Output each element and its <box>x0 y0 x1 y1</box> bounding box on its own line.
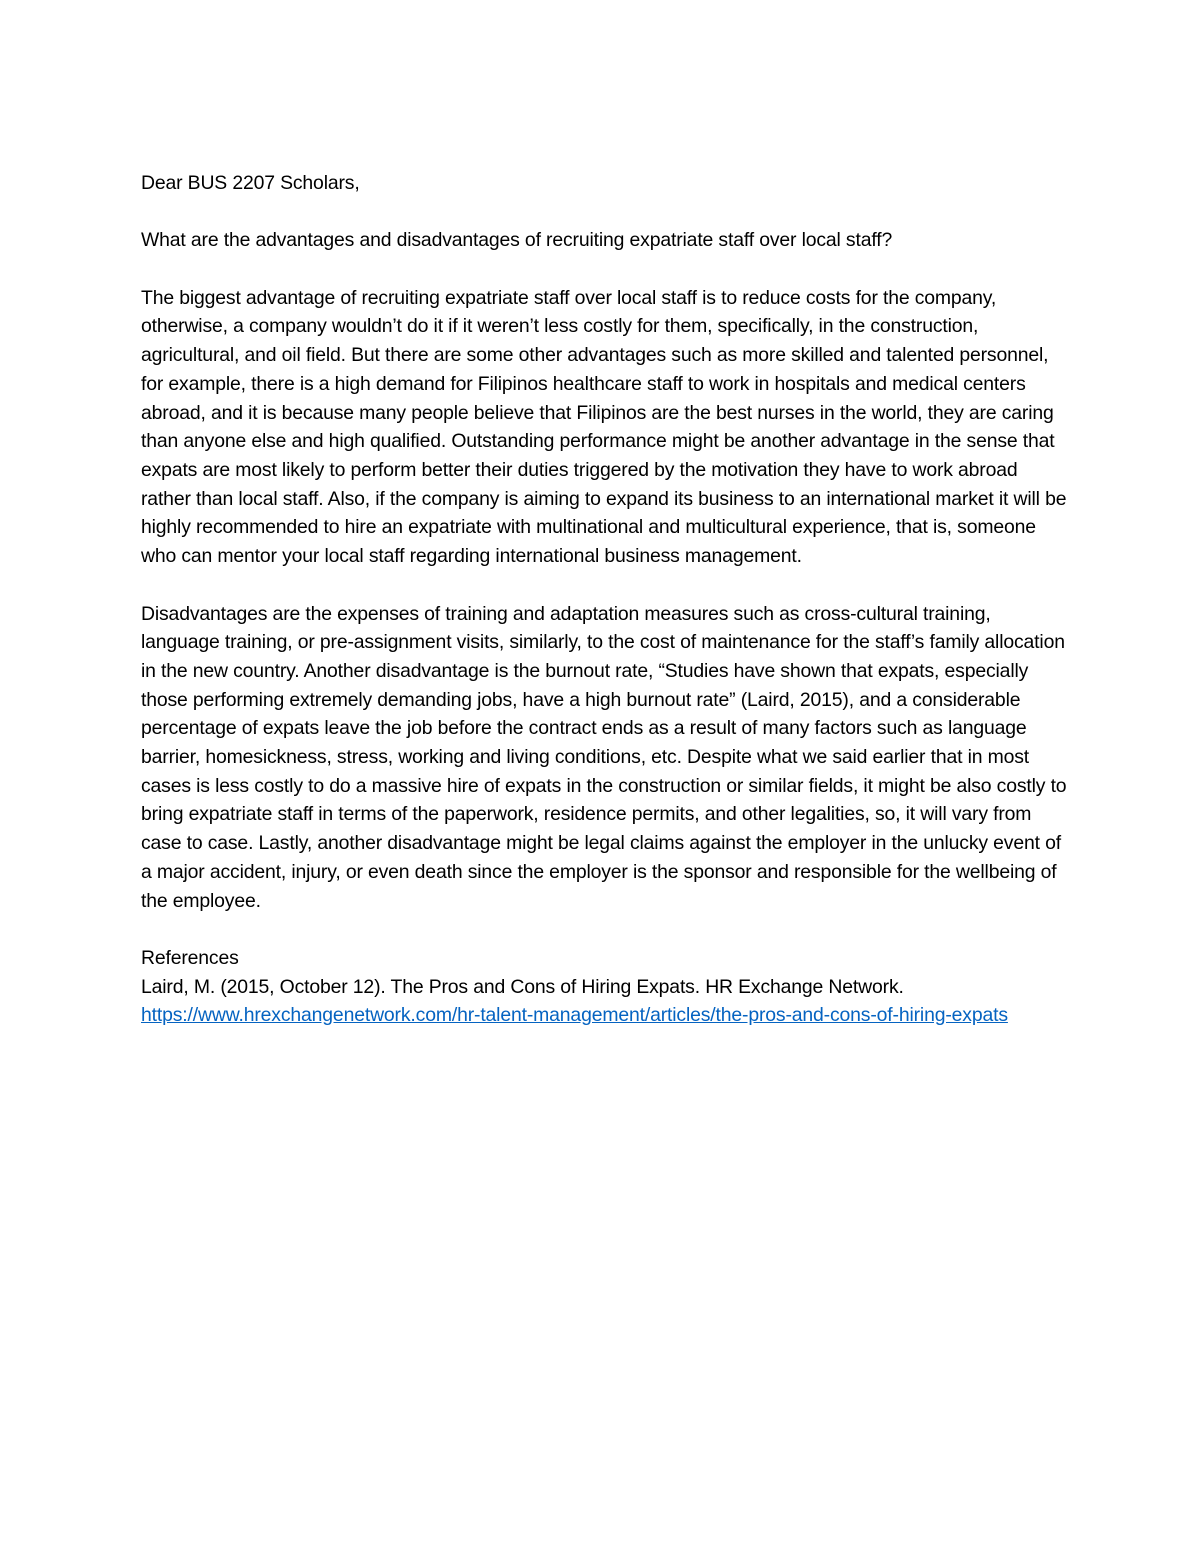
reference-link[interactable]: https://www.hrexchangenetwork.com/hr-talent-management/articles/the-pros-and-cons-of-hiring-expats <box>141 1004 1008 1027</box>
document-body <box>141 169 1071 1030</box>
spacer <box>141 571 1071 600</box>
salutation: Dear BUS 2207 Scholars, <box>141 172 360 194</box>
spacer <box>141 915 1071 944</box>
disadvantages-paragraph: Disadvantages are the expenses of training and adaptation measures such as cross-cultural training, language training, or pre-assignment visits, similarly, to the cost of maintenance for the staff’s family allocation in the new country. Another disadvantage is the burnout rate, “Studies have shown that expats, especially those performing extremely demanding jobs, have a high burnout rate” (Laird, 2015), and a considerable percentage of expats leave the job before the contract ends as a result of many factors such as language barrier, homesickness, stress, working and living conditions, etc. Despite what we said earlier that in most cases is less costly to do a massive hire of expats in the construction or similar fields, it might be also costly to bring expatriate staff in terms of the paperwork, residence permits, and other legalities, so, it will vary from case to case. Lastly, another disadvantage might be legal claims against the employer in the unlucky event of a major accident, injury, or even death since the employer is the sponsor and responsible for the wellbeing of the employee. <box>141 602 1067 912</box>
references-heading: References <box>141 946 239 969</box>
advantages-paragraph: The biggest advantage of recruiting expatriate staff over local staff is to reduce costs for the company, otherwise, a company wouldn’t do it if it weren’t less costly for them, specifically, in the construction, agricultural, and oil field. But there are some other advantages such as more skilled and talented personnel, for example, there is a high demand for Filipinos healthcare staff to work in hospitals and medical centers abroad, and it is because many people believe that Filipinos are the best nurses in the world, they are caring than anyone else and high qualified. Outstanding performance might be another advantage in the sense that expats are most likely to perform better their duties triggered by the motivation they have to work abroad rather than local staff. Also, if the company is aiming to expand its business to an international market it will be highly recommended to hire an expatriate with multinational and multicultural experience, that is, someone who can mentor your local staff regarding international business management. <box>141 286 1067 568</box>
spacer <box>141 198 1071 227</box>
question-heading: What are the advantages and disadvantages of recruiting expatriate staff over local staff? <box>141 229 893 252</box>
reference-citation: Laird, M. (2015, October 12). The Pros and Cons of Hiring Expats. HR Exchange Network. <box>141 975 904 998</box>
reference-link-line <box>141 1001 1071 1030</box>
spacer <box>141 255 1071 284</box>
